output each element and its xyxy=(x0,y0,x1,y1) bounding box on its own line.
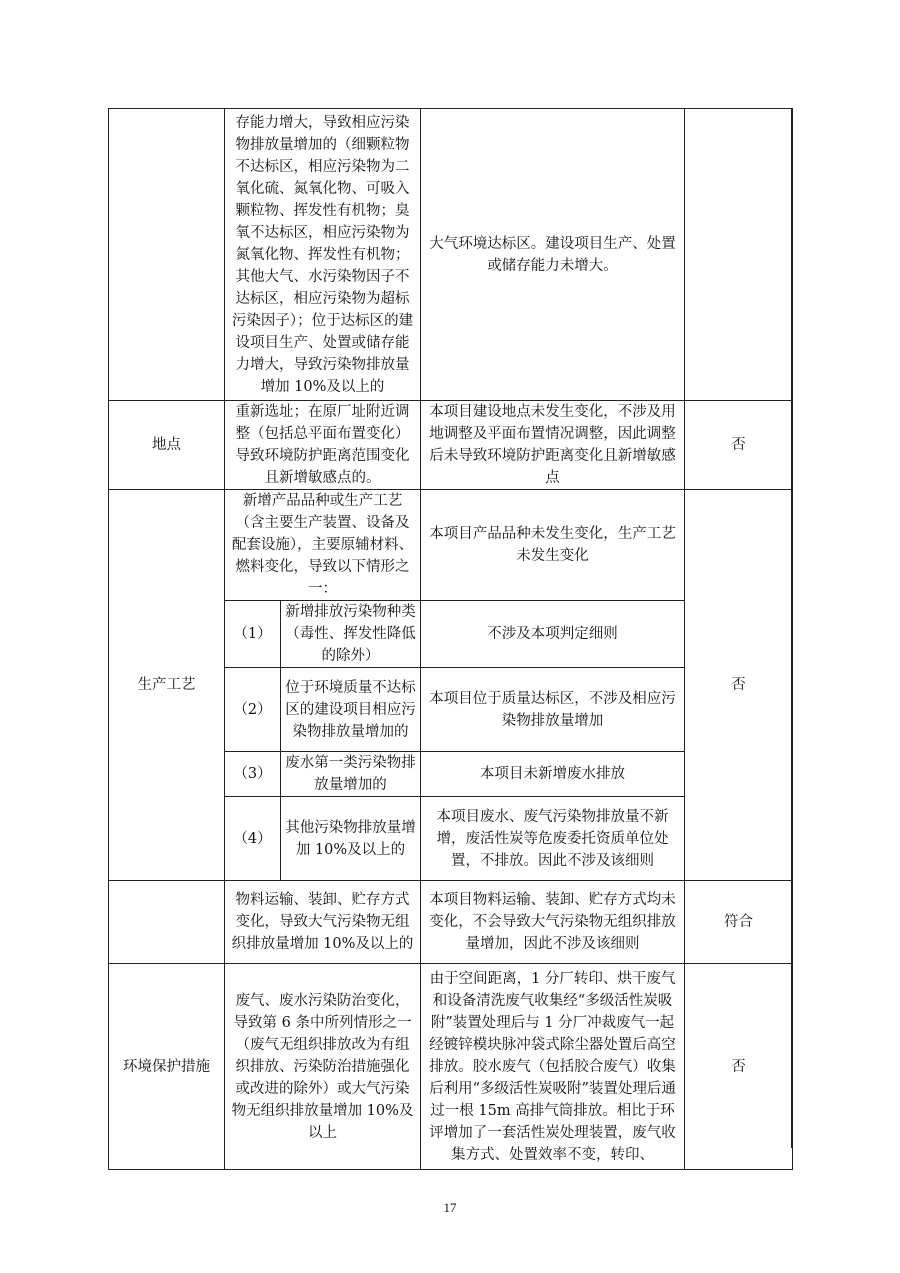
sub-condition-cell: 废水第一类污染物排放量增加的 xyxy=(281,752,421,797)
result-cell: 否 xyxy=(685,964,793,1170)
category-cell: 地点 xyxy=(109,401,225,490)
condition-cell: 重新选址；在原厂址附近调整（包括总平面布置变化）导致环境防护距离范围变化且新增敏感点的。 xyxy=(225,401,421,490)
item-number: （3） xyxy=(225,752,281,797)
sub-condition-cell: 其他污染物排放量增加 10%及以上的 xyxy=(281,797,421,881)
condition-cell: 新增产品品种或生产工艺（含主要生产装置、设备及配套设施），主要原辅材料、燃料变化，导致以下情形之一： xyxy=(225,490,421,601)
result-cell: 否 xyxy=(685,490,793,881)
status-cell: 本项目废水、废气污染物排放量不新增，废活性炭等危废委托资质单位处置，不排放。因此不涉及该细则 xyxy=(421,797,685,881)
status-cell: 本项目未新增废水排放 xyxy=(421,752,685,797)
status-cell: 不涉及本项判定细则 xyxy=(421,601,685,668)
category-cell: 生产工艺 xyxy=(109,490,225,881)
condition-cell: 存能力增大，导致相应污染物排放量增加的（细颗粒物不达标区，相应污染物为二氧化硫、氮氧化物、可吸入颗粒物、挥发性有机物；臭氧不达标区，相应污染物为氮氧化物、挥发性有机物；其他大气、水污染物因子不达标区，相应污染物为超标污染因子）；位于达标区的建设项目生产、处置或储存能力增大，导致污染物排放量增加 10%及以上的 xyxy=(225,109,421,401)
category-cell: 环境保护措施 xyxy=(109,964,225,1170)
status-cell: 由于空间距离，1 分厂转印、烘干废气和设备清洗废气收集经“多级活性炭吸附”装置处理后与 1 分厂冲裁废气一起经镀锌模块脉冲袋式除尘器处置后高空排放。胶水废气（包括胶合废气）收集后利用“多级活性炭吸附”装置处理后通过一根 15m 高排气筒排放。相比于环评增加了一套活性炭处理装置，废气收集方式、处置效率不变，转印、 xyxy=(421,964,685,1170)
category-cell xyxy=(109,109,225,401)
status-cell: 本项目建设地点未发生变化，不涉及用地调整及平面布置情况调整，因此调整后未导致环境防护距离变化且新增敏感点 xyxy=(421,401,685,490)
table-row xyxy=(109,401,793,490)
result-cell xyxy=(685,109,793,401)
item-number: （4） xyxy=(225,797,281,881)
status-cell: 本项目物料运输、装卸、贮存方式均未变化，不会导致大气污染物无组织排放量增加，因此不涉及该细则 xyxy=(421,881,685,964)
item-number: （1） xyxy=(225,601,281,668)
table-row xyxy=(109,881,793,964)
result-cell: 符合 xyxy=(685,881,793,964)
status-cell: 大气环境达标区。建设项目生产、处置或储存能力未增大。 xyxy=(421,109,685,401)
status-cell: 本项目产品品种未发生变化，生产工艺未发生变化 xyxy=(421,490,685,601)
table-row xyxy=(109,109,793,401)
table-right-edge xyxy=(791,108,792,1148)
change-assessment-table xyxy=(108,108,793,1170)
condition-cell: 物料运输、装卸、贮存方式变化，导致大气污染物无组织排放量增加 10%及以上的 xyxy=(225,881,421,964)
result-cell: 否 xyxy=(685,401,793,490)
condition-cell: 废气、废水污染防治变化，导致第 6 条中所列情形之一（废气无组织排放改为有组织排放、污染防治措施强化或改进的除外）或大气污染物无组织排放量增加 10%及以上 xyxy=(225,964,421,1170)
sub-condition-cell: 位于环境质量不达标区的建设项目相应污染物排放量增加的 xyxy=(281,668,421,752)
item-number: （2） xyxy=(225,668,281,752)
table-row xyxy=(109,964,793,1170)
page-number: 17 xyxy=(443,1200,457,1215)
sub-condition-cell: 新增排放污染物种类（毒性、挥发性降低的除外） xyxy=(281,601,421,668)
status-cell: 本项目位于质量达标区，不涉及相应污染物排放量增加 xyxy=(421,668,685,752)
category-cell xyxy=(109,881,225,964)
table-row xyxy=(109,490,793,601)
